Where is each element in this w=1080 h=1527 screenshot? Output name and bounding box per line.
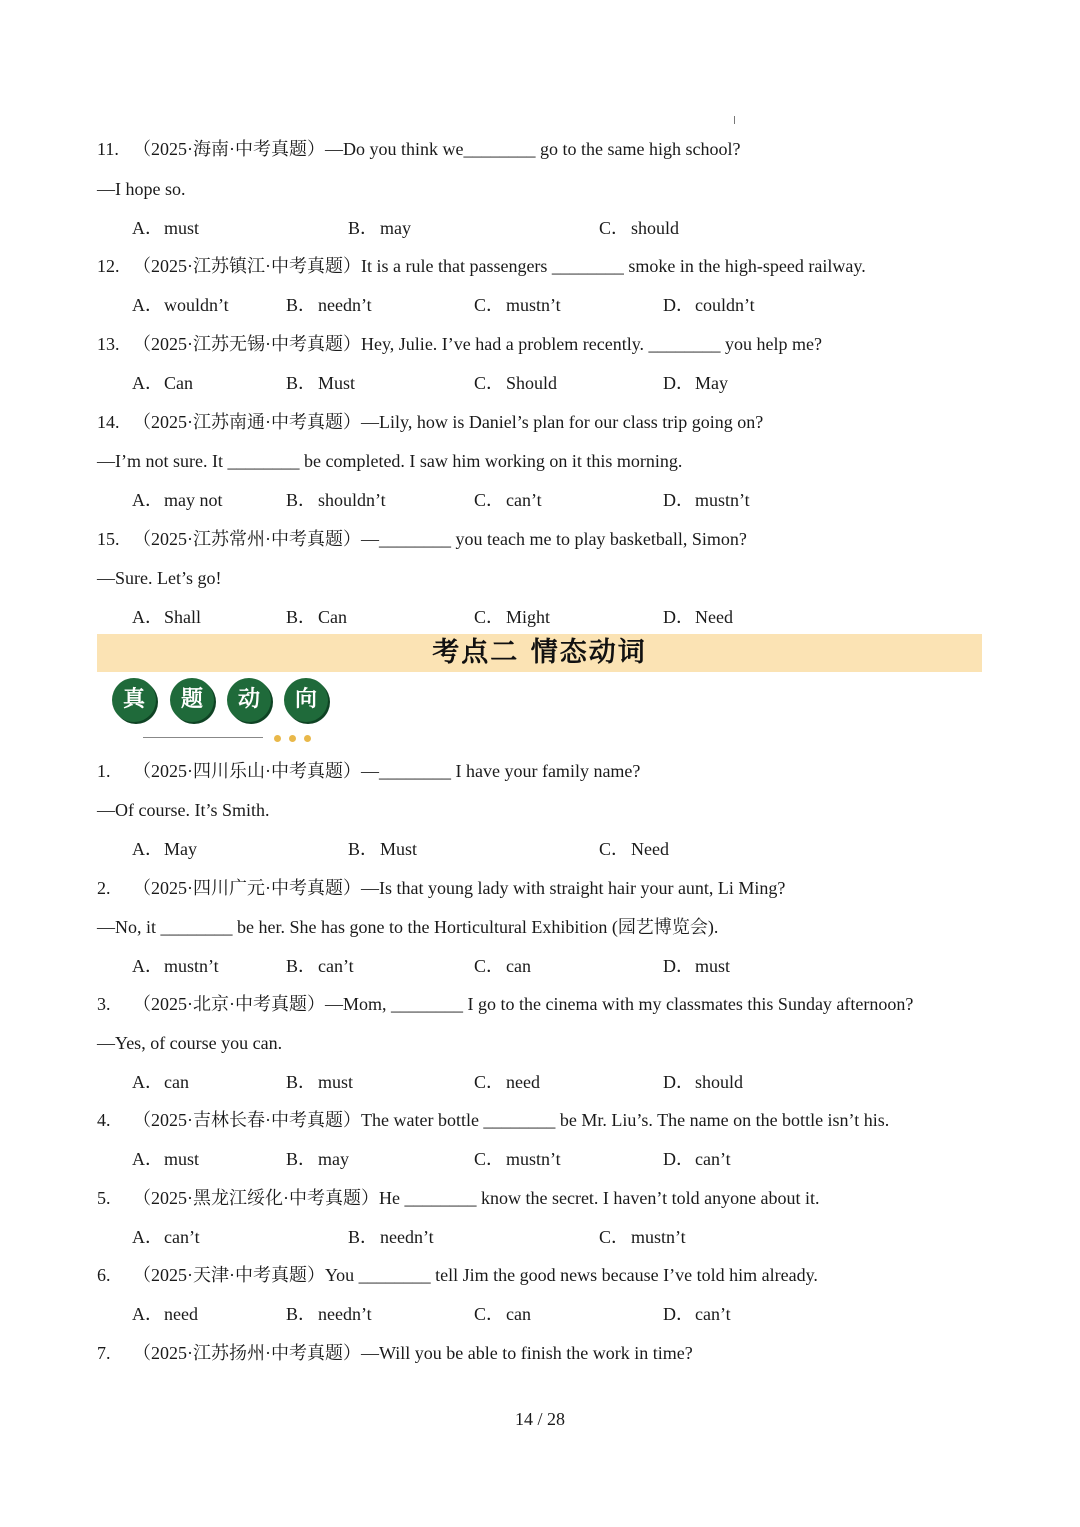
divider [143,737,263,738]
badge: 向 [284,678,328,722]
question-text: （2025·天津·中考真题）You ________ tell Jim the good news because I’ve told him already. [133,1265,818,1285]
option: B． shouldn’t [286,490,386,510]
question-stem [97,1187,820,1209]
question-stem [97,333,822,355]
option: C． can’t [474,490,542,510]
option: B． Can [286,607,347,627]
question-number: 14. [97,412,120,432]
option: B． may [348,218,411,238]
question-number: 13. [97,334,120,354]
question-text: （2025·四川广元·中考真题）—Is that young lady with straight hair your aunt, Li Ming? [133,878,786,898]
question-number: 15. [97,529,120,549]
question-stem [97,760,640,782]
option: B． may [286,1149,349,1169]
page-mark [734,116,735,124]
option: D．Need [663,607,733,627]
question-number: 1. [97,761,111,781]
option: A．may not [132,490,223,510]
question-number: 5. [97,1188,111,1208]
option: C． can [474,1304,531,1324]
question-text: （2025·江苏常州·中考真题）—________ you teach me to play basketball, Simon? [133,529,747,549]
option: A．Can [132,373,193,393]
options-row [0,1148,1080,1170]
question-number: 7. [97,1343,111,1363]
option: A．Shall [132,607,202,627]
question-stem [97,138,740,160]
option: C． Should [474,373,558,393]
option: B． Must [348,839,418,859]
option: A．must [132,1149,200,1169]
option: B． needn’t [348,1227,434,1247]
badge: 动 [227,678,271,722]
options-row [0,1226,1080,1248]
option: C． need [474,1072,540,1092]
question-text: （2025·江苏镇江·中考真题）It is a rule that passengers ________ smoke in the high-speed railway. [133,256,866,276]
question-number: 3. [97,994,111,1014]
question-text: （2025·四川乐山·中考真题）—________ I have your family name? [133,761,641,781]
options-row [0,606,1080,628]
option: B． must [286,1072,354,1092]
options-row [0,838,1080,860]
options-row [0,372,1080,394]
option: C． mustn’t [474,295,561,315]
options-row [0,489,1080,511]
question-text: （2025·黑龙江绥化·中考真题）He ________ know the secret. I haven’t told anyone about it. [133,1188,820,1208]
option: D．can’t [663,1304,731,1324]
question-stem [97,1264,818,1286]
options-row [0,1303,1080,1325]
question-number: 2. [97,878,111,898]
question-reply: —Yes, of course you can. [97,1033,283,1053]
question-stem [97,877,785,899]
option: C． Need [599,839,669,859]
question-reply: —I’m not sure. It ________ be completed. I saw him working on it this morning. [97,451,683,471]
option: C． can [474,956,531,976]
option: A．can [132,1072,189,1092]
question-stem [97,528,747,550]
option: A．May [132,839,197,859]
question-stem [97,1109,889,1131]
question-text: （2025·北京·中考真题）—Mom, ________ I go to the cinema with my classmates this Sunday afternoon? [133,994,914,1014]
option: A．can’t [132,1227,200,1247]
option: D．couldn’t [663,295,755,315]
question-reply: —No, it ________ be her. She has gone to the Horticultural Exhibition (园艺博览会). [97,917,719,937]
question-number: 6. [97,1265,111,1285]
dot [304,735,311,742]
dot [289,735,296,742]
question-text: （2025·江苏扬州·中考真题）—Will you be able to finish the work in time? [133,1343,693,1363]
options-row [0,1071,1080,1093]
option: B． needn’t [286,295,372,315]
section-heading: 考点二 情态动词 [97,634,982,672]
option: D．can’t [663,1149,731,1169]
option: D．May [663,373,728,393]
option: A．must [132,218,200,238]
option: B． Must [286,373,356,393]
question-stem [97,255,866,277]
question-text: （2025·吉林长春·中考真题）The water bottle ________ be Mr. Liu’s. The name on the bottle isn’t his. [133,1110,890,1130]
option: B． can’t [286,956,354,976]
dot [274,735,281,742]
option: D．should [663,1072,744,1092]
question-stem [97,411,763,433]
question-text: （2025·江苏南通·中考真题）—Lily, how is Daniel’s plan for our class trip going on? [133,412,764,432]
option: A．wouldn’t [132,295,229,315]
option: C． mustn’t [474,1149,561,1169]
options-row [0,955,1080,977]
question-text: （2025·海南·中考真题）—Do you think we________ go to the same high school? [133,139,741,159]
option: B． needn’t [286,1304,372,1324]
question-reply: —I hope so. [97,179,186,199]
option: C． Might [474,607,551,627]
badge: 真 [112,678,156,722]
options-row [0,217,1080,239]
question-reply: —Sure. Let’s go! [97,568,222,588]
option: D．must [663,956,731,976]
question-number: 12. [97,256,120,276]
option: D．mustn’t [663,490,750,510]
question-reply: —Of course. It’s Smith. [97,800,270,820]
question-stem [97,1342,693,1364]
page-number: 14 / 28 [514,1409,565,1429]
badge-group [112,678,352,724]
badge: 题 [170,678,214,722]
decorative-dots [274,735,314,743]
question-stem [97,993,913,1015]
question-text: （2025·江苏无锡·中考真题）Hey, Julie. I’ve had a problem recently. ________ you help me? [133,334,823,354]
option: A．mustn’t [132,956,219,976]
question-number: 11. [97,139,119,159]
option: C． mustn’t [599,1227,686,1247]
question-number: 4. [97,1110,111,1130]
option: C． should [599,218,680,238]
option: A．need [132,1304,198,1324]
options-row [0,294,1080,316]
